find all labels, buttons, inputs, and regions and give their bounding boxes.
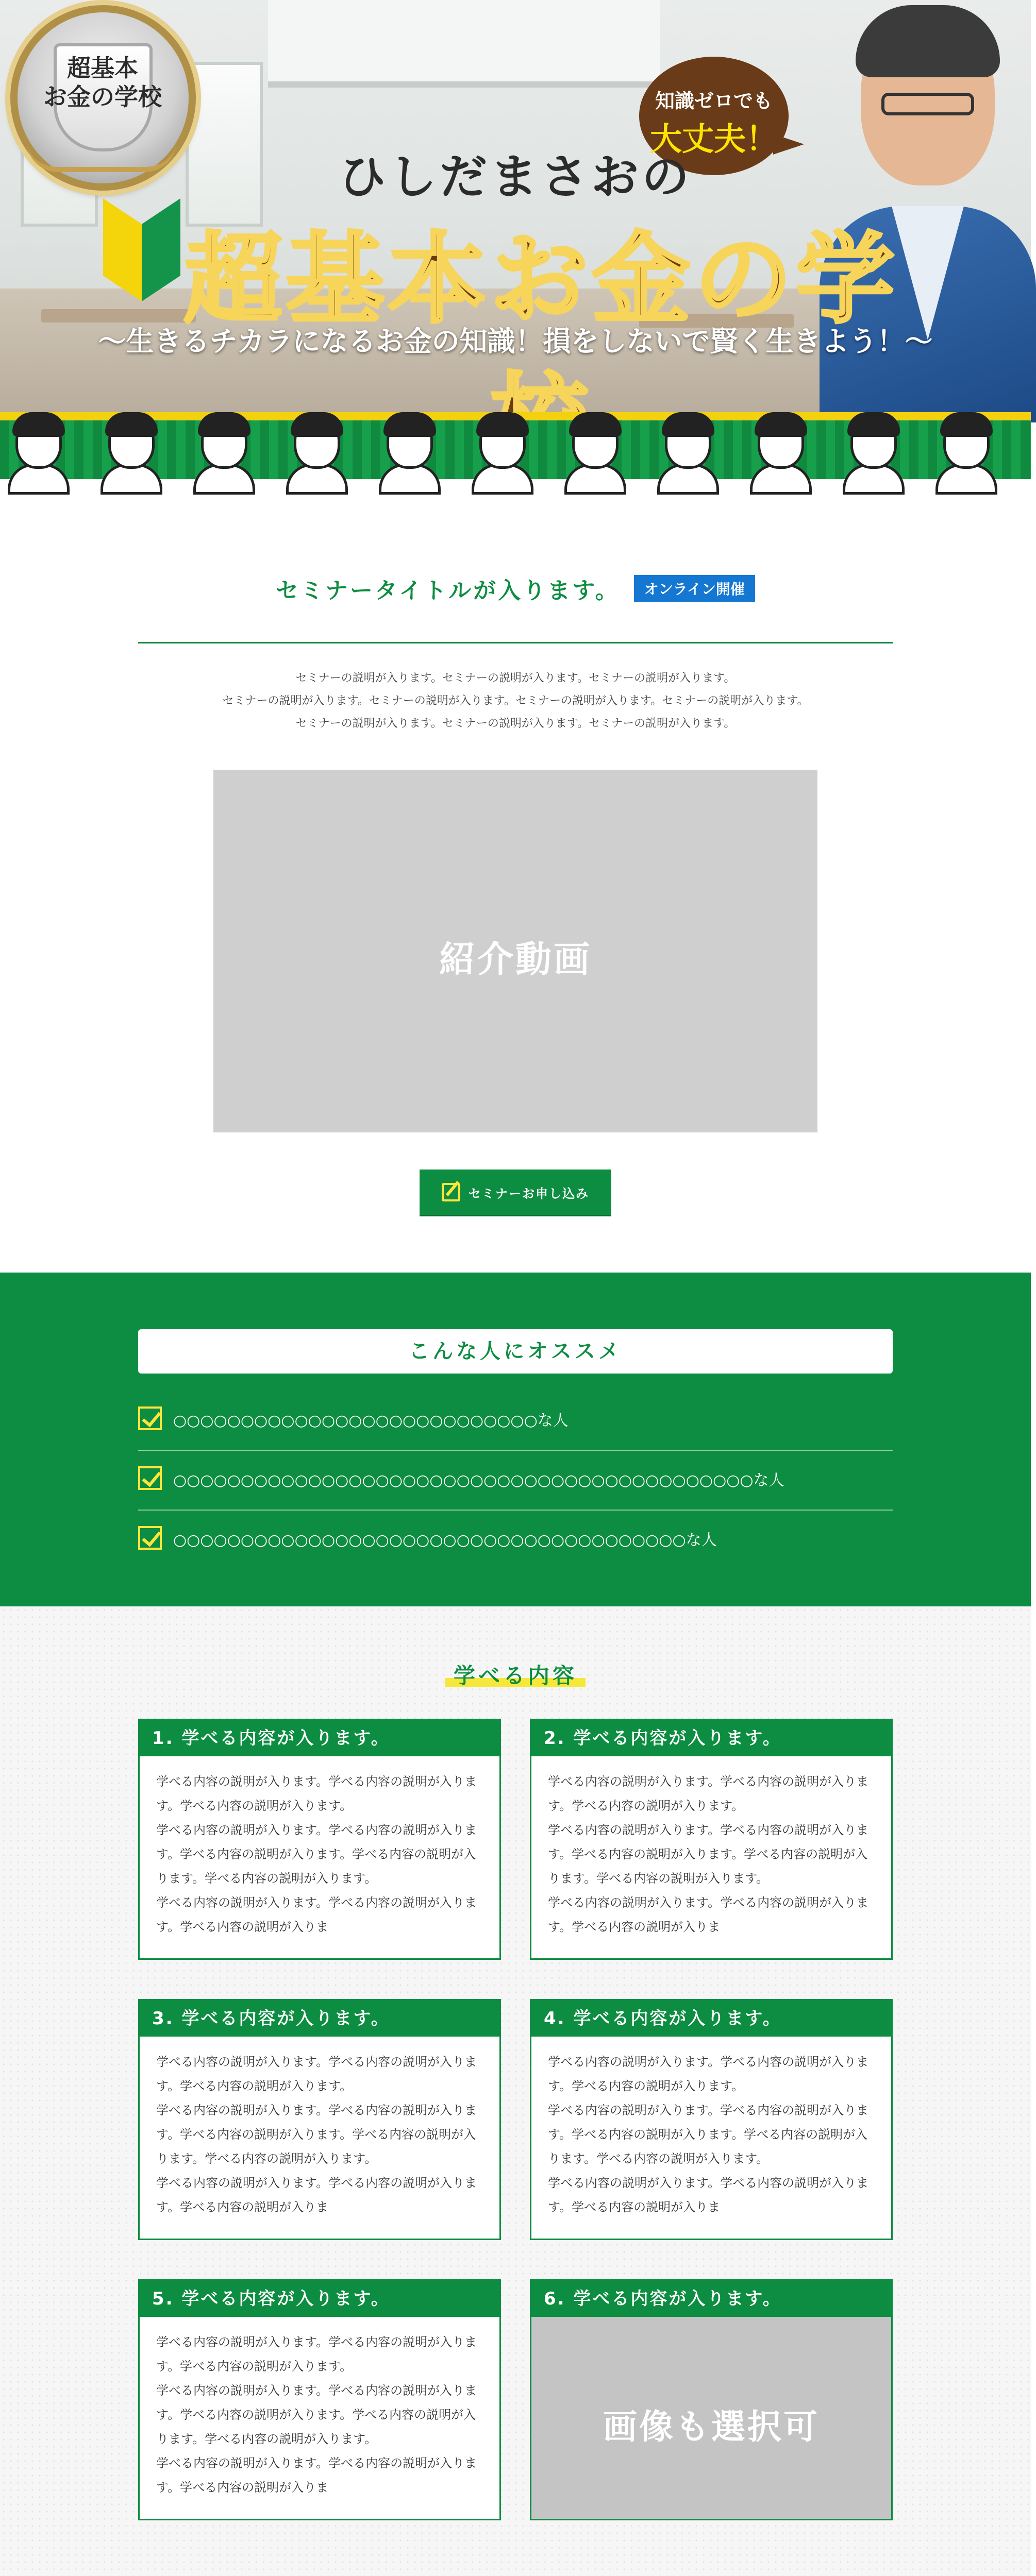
speech-line-1: 知識ゼロでも — [655, 90, 773, 112]
person-illustration — [562, 407, 629, 484]
hero-title: 超基本お金の学 — [183, 223, 898, 336]
recommend-item-text: ○○○○○○○○○○○○○○○○○○○○○○○○○○○○○○○○○○○○○○○○○○○な人 — [173, 1471, 784, 1489]
recommend-item-text: ○○○○○○○○○○○○○○○○○○○○○○○○○○○○○○○○○○○○○○な人 — [173, 1531, 717, 1549]
image-placeholder-label: 画像も選択可 — [603, 2407, 820, 2447]
speech-line-2: 大丈夫！ — [649, 120, 778, 158]
checkbox-icon — [138, 1466, 162, 1490]
online-badge: オンライン開催 — [634, 575, 755, 602]
hero-banner — [0, 0, 1031, 412]
seminar-heading — [0, 572, 1031, 605]
seminar-description — [138, 667, 893, 735]
person-illustration — [655, 407, 722, 484]
person-illustration — [933, 407, 1000, 484]
seminar-apply-button[interactable] — [420, 1170, 611, 1215]
learn-card — [530, 1719, 893, 1960]
crowd-illustration — [0, 412, 1031, 479]
learn-card — [530, 2279, 893, 2520]
learn-card-body: 学べる内容の説明が入ります。学べる内容の説明が入ります。学べる内容の説明が入ります。 学べる内容の説明が入ります。学べる内容の説明が入ります。学べる内容の説明が入ります。学べる内容の説明が入ります。学べる内容の説明が入ります。 学べる内容の説明が入ります。学べる内容の説明が入ります。学べる内容の説明が入りま — [156, 2055, 477, 2214]
learn-card-image — [531, 2317, 891, 2519]
person-illustration — [840, 407, 907, 484]
recommend-section — [0, 1273, 1031, 1606]
learn-heading — [0, 1659, 1031, 1690]
video-placeholder-label: 紹介動画 — [439, 938, 592, 980]
learn-card-title: 5. 学べる内容が入ります。 — [140, 2281, 499, 2317]
learn-card — [138, 1719, 501, 1960]
recommend-item — [138, 1391, 893, 1451]
seminar-description-line: セミナーの説明が入ります。セミナーの説明が入ります。セミナーの説明が入ります。 — [295, 672, 736, 685]
person-illustration — [191, 407, 258, 484]
recommend-heading: こんな人にオススメ — [138, 1329, 893, 1374]
seminar-description-line: セミナーの説明が入ります。セミナーの説明が入ります。セミナーの説明が入ります。セミナーの説明が入ります。 — [222, 694, 809, 707]
recommend-item — [138, 1451, 893, 1511]
presenter-hair — [856, 5, 1000, 77]
learn-card — [138, 1999, 501, 2240]
checkbox-icon — [138, 1526, 162, 1550]
learn-card — [138, 2279, 501, 2520]
learn-card — [530, 1999, 893, 2240]
learn-card-title: 4. 学べる内容が入ります。 — [531, 2001, 891, 2037]
person-illustration — [376, 407, 443, 484]
glasses-icon — [881, 93, 974, 115]
person-illustration — [5, 407, 72, 484]
person-illustration — [283, 407, 350, 484]
seminar-title: セミナータイトルが入ります。 — [276, 578, 620, 604]
recommend-item — [138, 1511, 893, 1570]
recommend-item-text: ○○○○○○○○○○○○○○○○○○○○○○○○○○○な人 — [173, 1412, 569, 1430]
person-illustration — [747, 407, 814, 484]
learn-card-title: 6. 学べる内容が入ります。 — [531, 2281, 891, 2317]
seminar-apply-label: セミナーお申し込み — [469, 1186, 589, 1201]
person-illustration — [469, 407, 536, 484]
person-illustration — [98, 407, 165, 484]
badge-title: 超基本 お金の学校 — [43, 54, 162, 111]
learn-heading-text: 学べる内容 — [445, 1659, 586, 1690]
learn-card-body: 学べる内容の説明が入ります。学べる内容の説明が入ります。学べる内容の説明が入ります。 学べる内容の説明が入ります。学べる内容の説明が入ります。学べる内容の説明が入ります。学べる内容の説明が入ります。学べる内容の説明が入ります。 学べる内容の説明が入ります。学べる内容の説明が入ります。学べる内容の説明が入りま — [548, 1774, 869, 1934]
learn-card-title: 2. 学べる内容が入ります。 — [531, 1720, 891, 1756]
seminar-description-line: セミナーの説明が入ります。セミナーの説明が入ります。セミナーの説明が入ります。 — [295, 717, 736, 730]
hero-name-line: ひしだまさおの — [338, 149, 692, 205]
blackboard-decoration — [268, 0, 660, 88]
checkbox-icon — [138, 1406, 162, 1430]
learn-card-body: 学べる内容の説明が入ります。学べる内容の説明が入ります。学べる内容の説明が入ります。 学べる内容の説明が入ります。学べる内容の説明が入ります。学べる内容の説明が入ります。学べる内容の説明が入ります。学べる内容の説明が入ります。 学べる内容の説明が入ります。学べる内容の説明が入ります。学べる内容の説明が入りま — [548, 2055, 869, 2214]
learn-card-title: 3. 学べる内容が入ります。 — [140, 2001, 499, 2037]
learn-card-body: 学べる内容の説明が入ります。学べる内容の説明が入ります。学べる内容の説明が入ります。 学べる内容の説明が入ります。学べる内容の説明が入ります。学べる内容の説明が入ります。学べる内容の説明が入ります。学べる内容の説明が入ります。 学べる内容の説明が入ります。学べる内容の説明が入ります。学べる内容の説明が入りま — [156, 1774, 477, 1934]
learn-card-body: 学べる内容の説明が入ります。学べる内容の説明が入ります。学べる内容の説明が入ります。 学べる内容の説明が入ります。学べる内容の説明が入ります。学べる内容の説明が入ります。学べる内容の説明が入ります。学べる内容の説明が入ります。 学べる内容の説明が入ります。学べる内容の説明が入ります。学べる内容の説明が入りま — [156, 2335, 477, 2495]
hero-tagline: 〜生きるチカラになるお金の知識！損をしないで賢く生きよう！〜 — [98, 325, 933, 358]
pencil-form-icon — [442, 1183, 460, 1201]
learn-card-title: 1. 学べる内容が入ります。 — [140, 1720, 499, 1756]
divider — [138, 642, 893, 643]
intro-video-player[interactable] — [213, 770, 817, 1132]
